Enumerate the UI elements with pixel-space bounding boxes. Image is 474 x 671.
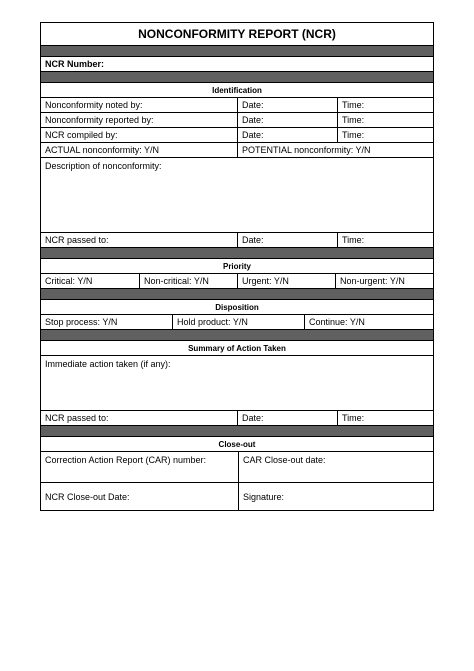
disposition-row — [40, 315, 434, 330]
non-urgent-field[interactable]: Non-urgent: Y/N — [335, 274, 433, 288]
immediate-action-field[interactable]: Immediate action taken (if any): — [45, 359, 171, 369]
ncr-closeout-row — [40, 483, 434, 511]
stop-process-field[interactable]: Stop process: Y/N — [45, 317, 118, 327]
separator-bar — [40, 289, 434, 300]
actual-nonconformity-field[interactable]: ACTUAL nonconformity: Y/N — [45, 145, 160, 155]
reported-by-row — [40, 113, 434, 128]
action-heading — [40, 341, 434, 356]
compiled-by-date-field[interactable]: Date: — [237, 128, 337, 142]
action-heading-text: Summary of Action Taken — [188, 343, 286, 353]
identification-heading — [40, 83, 434, 98]
nonconformity-type-row — [40, 143, 434, 158]
noted-by-row — [40, 98, 434, 113]
immediate-action-row — [40, 356, 434, 411]
noted-by-time-field[interactable]: Time: — [337, 98, 433, 112]
action-date-field[interactable]: Date: — [237, 411, 337, 425]
passed-to-time-field[interactable]: Time: — [337, 233, 433, 247]
action-time-field[interactable]: Time: — [337, 411, 433, 425]
potential-nonconformity-field[interactable]: POTENTIAL nonconformity: Y/N — [237, 143, 433, 157]
ncr-number-row[interactable] — [40, 57, 434, 72]
description-row — [40, 158, 434, 233]
disposition-heading — [40, 300, 434, 315]
reported-by-field[interactable]: Nonconformity reported by: — [45, 115, 154, 125]
form-title-text: NONCONFORMITY REPORT (NCR) — [138, 27, 336, 41]
ncr-form — [40, 22, 434, 511]
compiled-by-field[interactable]: NCR compiled by: — [45, 130, 118, 140]
hold-product-field[interactable]: Hold product: Y/N — [172, 315, 304, 329]
priority-heading-text: Priority — [222, 261, 251, 271]
continue-field[interactable]: Continue: Y/N — [304, 315, 433, 329]
signature-field[interactable]: Signature: — [238, 483, 433, 510]
separator-bar — [40, 46, 434, 57]
car-row — [40, 452, 434, 483]
separator-bar — [40, 426, 434, 437]
passed-to-date-field[interactable]: Date: — [237, 233, 337, 247]
action-passed-to-field[interactable]: NCR passed to: — [45, 413, 109, 423]
passed-to-field[interactable]: NCR passed to: — [45, 235, 109, 245]
critical-field[interactable]: Critical: Y/N — [45, 276, 93, 286]
form-title — [40, 22, 434, 46]
noted-by-field[interactable]: Nonconformity noted by: — [45, 100, 143, 110]
priority-heading — [40, 259, 434, 274]
compiled-by-row — [40, 128, 434, 143]
ncr-number-label: NCR Number: — [45, 59, 105, 69]
closeout-heading — [40, 437, 434, 452]
priority-row — [40, 274, 434, 289]
reported-by-date-field[interactable]: Date: — [237, 113, 337, 127]
separator-bar — [40, 248, 434, 259]
non-critical-field[interactable]: Non-critical: Y/N — [139, 274, 237, 288]
car-closeout-date-field[interactable]: CAR Close-out date: — [238, 452, 433, 482]
separator-bar — [40, 330, 434, 341]
reported-by-time-field[interactable]: Time: — [337, 113, 433, 127]
description-field[interactable]: Description of nonconformity: — [45, 161, 162, 171]
separator-bar — [40, 72, 434, 83]
action-passed-to-row — [40, 411, 434, 426]
compiled-by-time-field[interactable]: Time: — [337, 128, 433, 142]
noted-by-date-field[interactable]: Date: — [237, 98, 337, 112]
closeout-heading-text: Close-out — [218, 439, 256, 449]
identification-heading-text: Identification — [212, 85, 262, 95]
disposition-heading-text: Disposition — [215, 302, 259, 312]
car-number-field[interactable]: Correction Action Report (CAR) number: — [45, 455, 207, 465]
passed-to-row — [40, 233, 434, 248]
urgent-field[interactable]: Urgent: Y/N — [237, 274, 335, 288]
ncr-closeout-date-field[interactable]: NCR Close-out Date: — [45, 491, 130, 502]
